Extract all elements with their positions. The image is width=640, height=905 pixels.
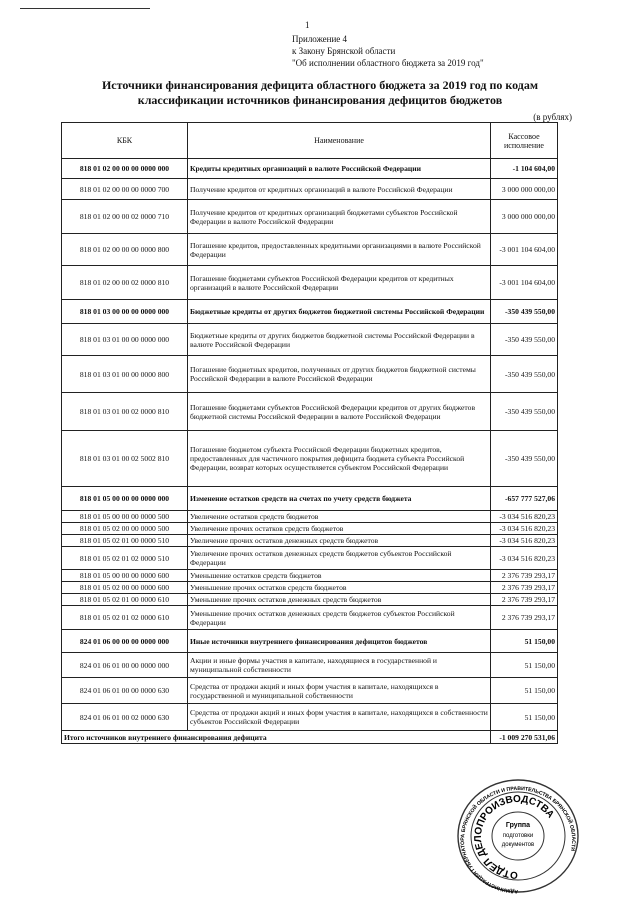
header-amount: Кассовое исполнение [491, 123, 558, 159]
financing-table [61, 122, 558, 744]
amount-cell: -3 034 516 820,23 [491, 535, 558, 547]
kbk-cell: 818 01 03 01 00 00 0000 000 [62, 324, 188, 356]
appendix-line: Приложение 4 [292, 34, 348, 44]
kbk-cell: 818 01 02 00 00 02 0000 710 [62, 200, 188, 234]
kbk-cell: 818 01 05 02 01 00 0000 610 [62, 594, 188, 606]
total-label: Итого источников внутреннего финансирования дефицита [62, 731, 491, 744]
name-cell: Увеличение прочих остатков денежных средств бюджетов [188, 535, 491, 547]
table-row [62, 487, 558, 511]
kbk-cell: 824 01 06 01 00 00 0000 000 [62, 653, 188, 678]
kbk-cell: 818 01 05 00 00 00 0000 500 [62, 511, 188, 523]
kbk-cell: 818 01 05 02 00 00 0000 500 [62, 523, 188, 535]
name-cell: Погашение кредитов, предоставленных кредитными организациями в валюте Российской Федерации [188, 234, 491, 266]
table-row [62, 266, 558, 300]
amount-cell: 51 150,00 [491, 653, 558, 678]
name-cell: Получение кредитов от кредитных организаций в валюте Российской Федерации [188, 179, 491, 200]
name-cell: Погашение бюджетами субъектов Российской Федерации кредитов от кредитных организаций в валюте Российской Федерации [188, 266, 491, 300]
table-row [62, 393, 558, 431]
kbk-cell: 818 01 02 00 00 02 0000 810 [62, 266, 188, 300]
amount-cell: 51 150,00 [491, 678, 558, 704]
table-row [62, 511, 558, 523]
header-kbk: КБК [62, 123, 188, 159]
name-cell: Погашение бюджетами субъектов Российской Федерации кредитов от других бюджетов бюджетной системы Российской Федерации в валюте Российской Федерации [188, 393, 491, 431]
stamp-center-line: документов [501, 842, 535, 848]
table-row [62, 356, 558, 393]
table-row [62, 630, 558, 653]
name-cell: Бюджетные кредиты от других бюджетов бюджетной системы Российской Федерации [188, 300, 491, 324]
name-cell: Погашение бюджетом субъекта Российской Федерации бюджетных кредитов, предоставленных для частичного покрытия дефицита бюджета субъекта Российской Федерации, возврат которых осуществляется субъектом Российской Федерации [188, 431, 491, 487]
amount-cell: 3 000 000 000,00 [491, 200, 558, 234]
table-row [62, 653, 558, 678]
kbk-cell: 818 01 02 00 00 00 0000 800 [62, 234, 188, 266]
amount-cell: 51 150,00 [491, 630, 558, 653]
table-header-row [62, 123, 558, 159]
name-cell: Уменьшение прочих остатков средств бюджетов [188, 582, 491, 594]
name-cell: Уменьшение прочих остатков денежных средств бюджетов субъектов Российской Федерации [188, 606, 491, 630]
appendix-block [292, 33, 484, 69]
name-cell: Увеличение остатков средств бюджетов [188, 511, 491, 523]
amount-cell: 3 000 000 000,00 [491, 179, 558, 200]
name-cell: Акции и иные формы участия в капитале, находящиеся в государственной и муниципальной собственности [188, 653, 491, 678]
name-cell: Погашение бюджетных кредитов, полученных от других бюджетов бюджетной системы Российской Федерации в валюте Российской Федерации [188, 356, 491, 393]
header-name: Наименование [188, 123, 491, 159]
table-row [62, 200, 558, 234]
amount-cell: -350 439 550,00 [491, 324, 558, 356]
name-cell: Изменение остатков средств на счетах по учету средств бюджета [188, 487, 491, 511]
name-cell: Уменьшение прочих остатков денежных средств бюджетов [188, 594, 491, 606]
name-cell: Кредиты кредитных организаций в валюте Российской Федерации [188, 159, 491, 179]
table-row [62, 704, 558, 731]
amount-cell: -3 034 516 820,23 [491, 511, 558, 523]
amount-cell: -3 001 104 604,00 [491, 234, 558, 266]
table-row [62, 523, 558, 535]
name-cell: Увеличение прочих остатков денежных средств бюджетов субъектов Российской Федерации [188, 547, 491, 570]
table-row [62, 582, 558, 594]
header-rule [20, 8, 150, 9]
amount-cell: -3 034 516 820,23 [491, 523, 558, 535]
name-cell: Уменьшение остатков средств бюджетов [188, 570, 491, 582]
name-cell: Иные источники внутреннего финансирования дефицитов бюджетов [188, 630, 491, 653]
amount-cell: -1 104 604,00 [491, 159, 558, 179]
table-row [62, 234, 558, 266]
stamp-center-line: подготовки [502, 833, 534, 839]
kbk-cell: 818 01 05 02 01 00 0000 510 [62, 535, 188, 547]
page-number: 1 [305, 20, 310, 30]
office-stamp [456, 778, 580, 894]
kbk-cell: 818 01 03 00 00 00 0000 000 [62, 300, 188, 324]
title-line: классификации источников финансирования дефицитов бюджетов [137, 93, 503, 107]
table-row [62, 594, 558, 606]
table-row [62, 570, 558, 582]
units-label: (в рублях) [533, 112, 572, 122]
name-cell: Получение кредитов от кредитных организаций бюджетами субъектов Российской Федерации в валюте Российской Федерации [188, 200, 491, 234]
name-cell: Бюджетные кредиты от других бюджетов бюджетной системы Российской Федерации в валюте Российской Федерации [188, 324, 491, 356]
amount-cell: -350 439 550,00 [491, 300, 558, 324]
kbk-cell: 818 01 05 00 00 00 0000 000 [62, 487, 188, 511]
table-body [62, 159, 558, 744]
kbk-cell: 824 01 06 00 00 00 0000 000 [62, 630, 188, 653]
document-title [40, 78, 600, 108]
title-line: Источники финансирования дефицита областного бюджета за 2019 год по кодам [101, 78, 539, 92]
name-cell: Средства от продажи акций и иных форм участия в капитале, находящихся в собственности субъектов Российской Федерации [188, 704, 491, 731]
kbk-cell: 818 01 02 00 00 00 0000 700 [62, 179, 188, 200]
amount-cell: 2 376 739 293,17 [491, 606, 558, 630]
amount-cell: -350 439 550,00 [491, 393, 558, 431]
kbk-cell: 818 01 05 02 00 00 0000 600 [62, 582, 188, 594]
table-row [62, 159, 558, 179]
kbk-cell: 818 01 03 01 00 02 0000 810 [62, 393, 188, 431]
amount-cell: 2 376 739 293,17 [491, 582, 558, 594]
amount-cell: -350 439 550,00 [491, 356, 558, 393]
amount-cell: 51 150,00 [491, 704, 558, 731]
table-row [62, 535, 558, 547]
stamp-inner-text: ОТДЕЛ ДЕЛОПРОИЗВОДСТВА [472, 793, 556, 881]
name-cell: Увеличение прочих остатков средств бюджетов [188, 523, 491, 535]
kbk-cell: 818 01 03 01 00 00 0000 800 [62, 356, 188, 393]
kbk-cell: 818 01 05 02 01 02 0000 610 [62, 606, 188, 630]
amount-cell: -657 777 527,06 [491, 487, 558, 511]
table-row [62, 300, 558, 324]
amount-cell: -350 439 550,00 [491, 431, 558, 487]
table-row [62, 606, 558, 630]
stamp-center-line: Группа [505, 822, 531, 829]
table-row [62, 547, 558, 570]
stamp-outer-text: АДМИНИСТРАЦИЯ ГУБЕРНАТОРА БРЯНСКОЙ ОБЛАСТИ И ПРАВИТЕЛЬСТВА БРЯНСКОЙ ОБЛАСТИ [460, 785, 577, 894]
table-row [62, 678, 558, 704]
amount-cell: 2 376 739 293,17 [491, 570, 558, 582]
total-row [62, 731, 558, 744]
table-row [62, 324, 558, 356]
kbk-cell: 818 01 05 00 00 00 0000 600 [62, 570, 188, 582]
kbk-cell: 818 01 03 01 00 02 5002 810 [62, 431, 188, 487]
name-cell: Средства от продажи акций и иных форм участия в капитале, находящихся в государственной и муниципальной собственности [188, 678, 491, 704]
table-row [62, 431, 558, 487]
kbk-cell: 818 01 05 02 01 02 0000 510 [62, 547, 188, 570]
appendix-line: "Об исполнении областного бюджета за 2019 год" [292, 58, 484, 68]
amount-cell: -3 001 104 604,00 [491, 266, 558, 300]
kbk-cell: 818 01 02 00 00 00 0000 000 [62, 159, 188, 179]
table-row [62, 179, 558, 200]
kbk-cell: 824 01 06 01 00 00 0000 630 [62, 678, 188, 704]
kbk-cell: 824 01 06 01 00 02 0000 630 [62, 704, 188, 731]
amount-cell: -3 034 516 820,23 [491, 547, 558, 570]
amount-cell: 2 376 739 293,17 [491, 594, 558, 606]
appendix-line: к Закону Брянской области [292, 46, 396, 56]
total-amount: -1 009 270 531,06 [491, 731, 558, 744]
